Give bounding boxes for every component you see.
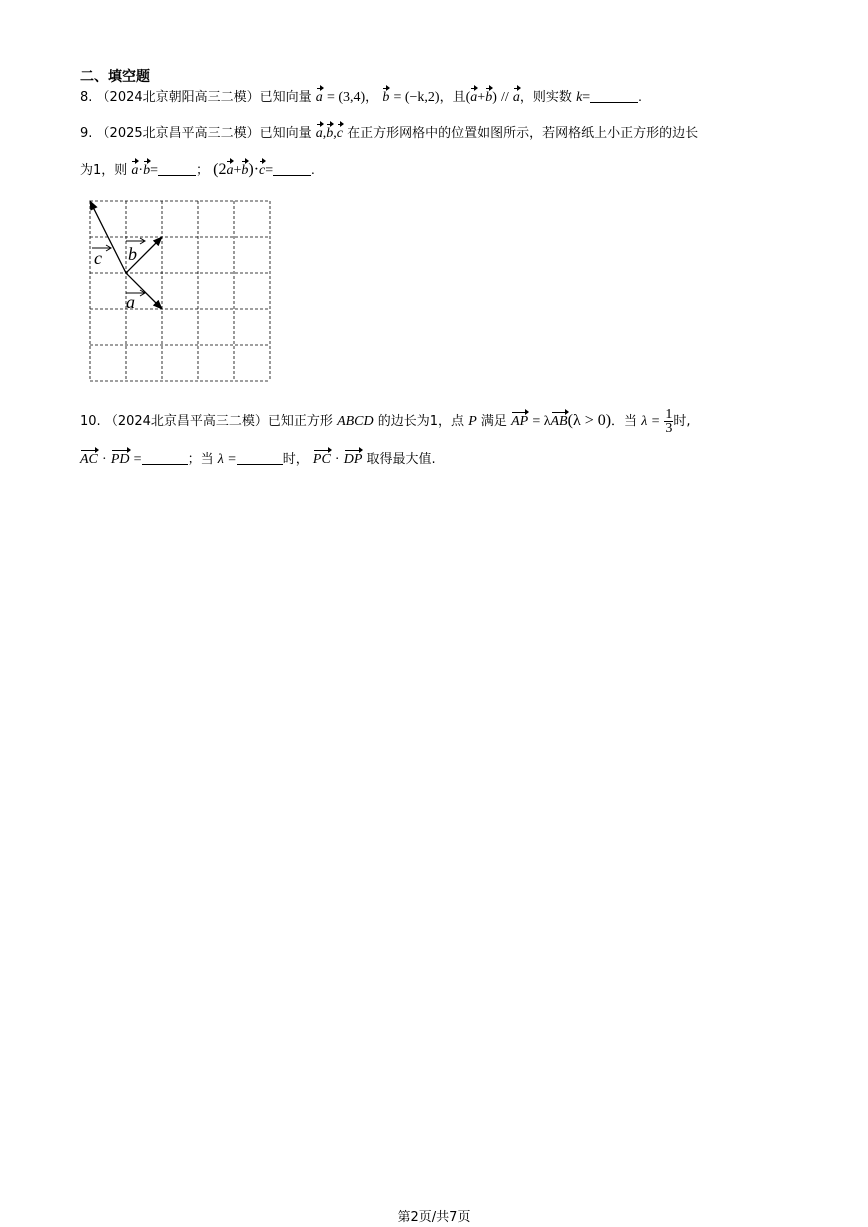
vector-dp: DP xyxy=(344,450,363,470)
page-footer: 第2页/共7页 xyxy=(397,1210,471,1225)
label-b: b xyxy=(128,244,137,264)
vector-pd: PD xyxy=(111,450,130,470)
answer-blank-1[interactable] xyxy=(142,450,188,465)
vector-b: b xyxy=(382,88,389,108)
equals-lambda: = λ xyxy=(532,414,551,429)
equals: = xyxy=(265,163,274,178)
lambda-equals: λ = xyxy=(641,414,661,429)
vector-a-value: = (3,4) xyxy=(326,90,366,105)
question-text: 已知正方形 xyxy=(267,414,333,429)
vector-a: a xyxy=(226,161,233,181)
question-text: 满足 xyxy=(480,414,507,429)
square-name: ABCD xyxy=(337,414,374,429)
dot-operator: · xyxy=(334,452,340,467)
vector-a: a xyxy=(316,124,323,144)
question-number: 9. xyxy=(80,126,93,141)
question-9-line-1: 9. （2025北京昌平高三二模）已知向量 a,b,c 在正方形网格中的位置如图所示，若网格纸上小正方形的边长 xyxy=(80,124,698,144)
vector-ac: AC xyxy=(80,450,98,470)
grid-lines xyxy=(90,201,270,381)
operator: + xyxy=(477,90,486,105)
question-9-line-2 xyxy=(80,160,315,181)
label-a: a xyxy=(126,292,135,312)
answer-blank-2[interactable] xyxy=(273,161,311,176)
vector-a: a xyxy=(131,161,138,181)
vector-b: b xyxy=(241,161,248,181)
question-text: 的边长为1，点 xyxy=(377,414,465,429)
equals: = xyxy=(582,90,591,105)
vector-a: a xyxy=(470,88,477,108)
separator: ， xyxy=(365,90,379,105)
question-text: 为1，则 xyxy=(80,163,128,178)
question-number: 8. xyxy=(80,90,93,105)
answer-blank-2[interactable] xyxy=(237,450,283,465)
question-text: 已知向量 xyxy=(259,90,312,105)
question-8 xyxy=(80,88,642,108)
vector-a: a xyxy=(513,88,520,108)
vector-grid-figure xyxy=(86,196,276,390)
vector-ap: AP xyxy=(511,412,528,432)
equals: = xyxy=(150,163,158,178)
expression: )· xyxy=(248,161,260,178)
vector-b: b xyxy=(326,124,333,144)
question-text: ．当 xyxy=(611,414,638,429)
lambda-equals: λ = xyxy=(217,452,237,467)
question-text: 在正方形网格中的位置如图所示，若网格纸上小正方形的边长 xyxy=(347,126,699,141)
vector-c: c xyxy=(337,124,343,144)
vector-a: a xyxy=(316,88,323,108)
fraction-numerator: 1 xyxy=(665,407,673,422)
paren: ) xyxy=(492,90,497,105)
grid-svg xyxy=(86,196,276,386)
question-text: 取得最大值. xyxy=(366,452,436,467)
label-c: c xyxy=(94,248,102,268)
question-10-line-2 xyxy=(80,450,436,470)
lambda-condition: (λ > 0) xyxy=(567,412,612,429)
equals: = xyxy=(133,452,142,467)
fraction-one-third xyxy=(664,408,673,435)
question-text: ；当 xyxy=(187,452,214,467)
dot-operator: · xyxy=(102,452,107,467)
question-text: 时， xyxy=(282,452,309,467)
vector-b-value: = (−k,2) xyxy=(393,90,440,105)
question-source: （2024北京昌平高三二模） xyxy=(104,414,268,429)
separator: ； xyxy=(196,163,210,178)
question-source: （2024北京朝阳高三二模） xyxy=(96,90,260,105)
question-10-line-1 xyxy=(80,408,691,435)
parallel-symbol: // xyxy=(501,90,509,105)
period: . xyxy=(638,90,642,105)
answer-blank-1[interactable] xyxy=(158,161,196,176)
vector-b: b xyxy=(143,161,150,181)
question-text: 时, xyxy=(673,414,691,429)
paren: ( xyxy=(465,90,471,105)
vector-ab: AB xyxy=(551,412,568,432)
fraction-denominator: 3 xyxy=(665,421,673,436)
period: . xyxy=(311,163,315,178)
section-title: 二、填空题 xyxy=(80,69,150,85)
operator: + xyxy=(233,163,242,178)
question-source: （2025北京昌平高三二模） xyxy=(96,126,260,141)
variable-k: k xyxy=(576,90,583,105)
answer-blank[interactable] xyxy=(590,88,638,103)
vector-c: c xyxy=(259,161,265,181)
point-p: P xyxy=(468,414,477,429)
vector-b: b xyxy=(485,88,492,108)
question-text: ，则实数 xyxy=(519,90,572,105)
dot-operator: · xyxy=(138,163,144,178)
expression: (2 xyxy=(213,161,227,178)
vector-pc: PC xyxy=(313,450,331,470)
question-text: 已知向量 xyxy=(259,126,312,141)
question-number: 10. xyxy=(80,414,101,429)
question-text: ，且 xyxy=(439,90,466,105)
